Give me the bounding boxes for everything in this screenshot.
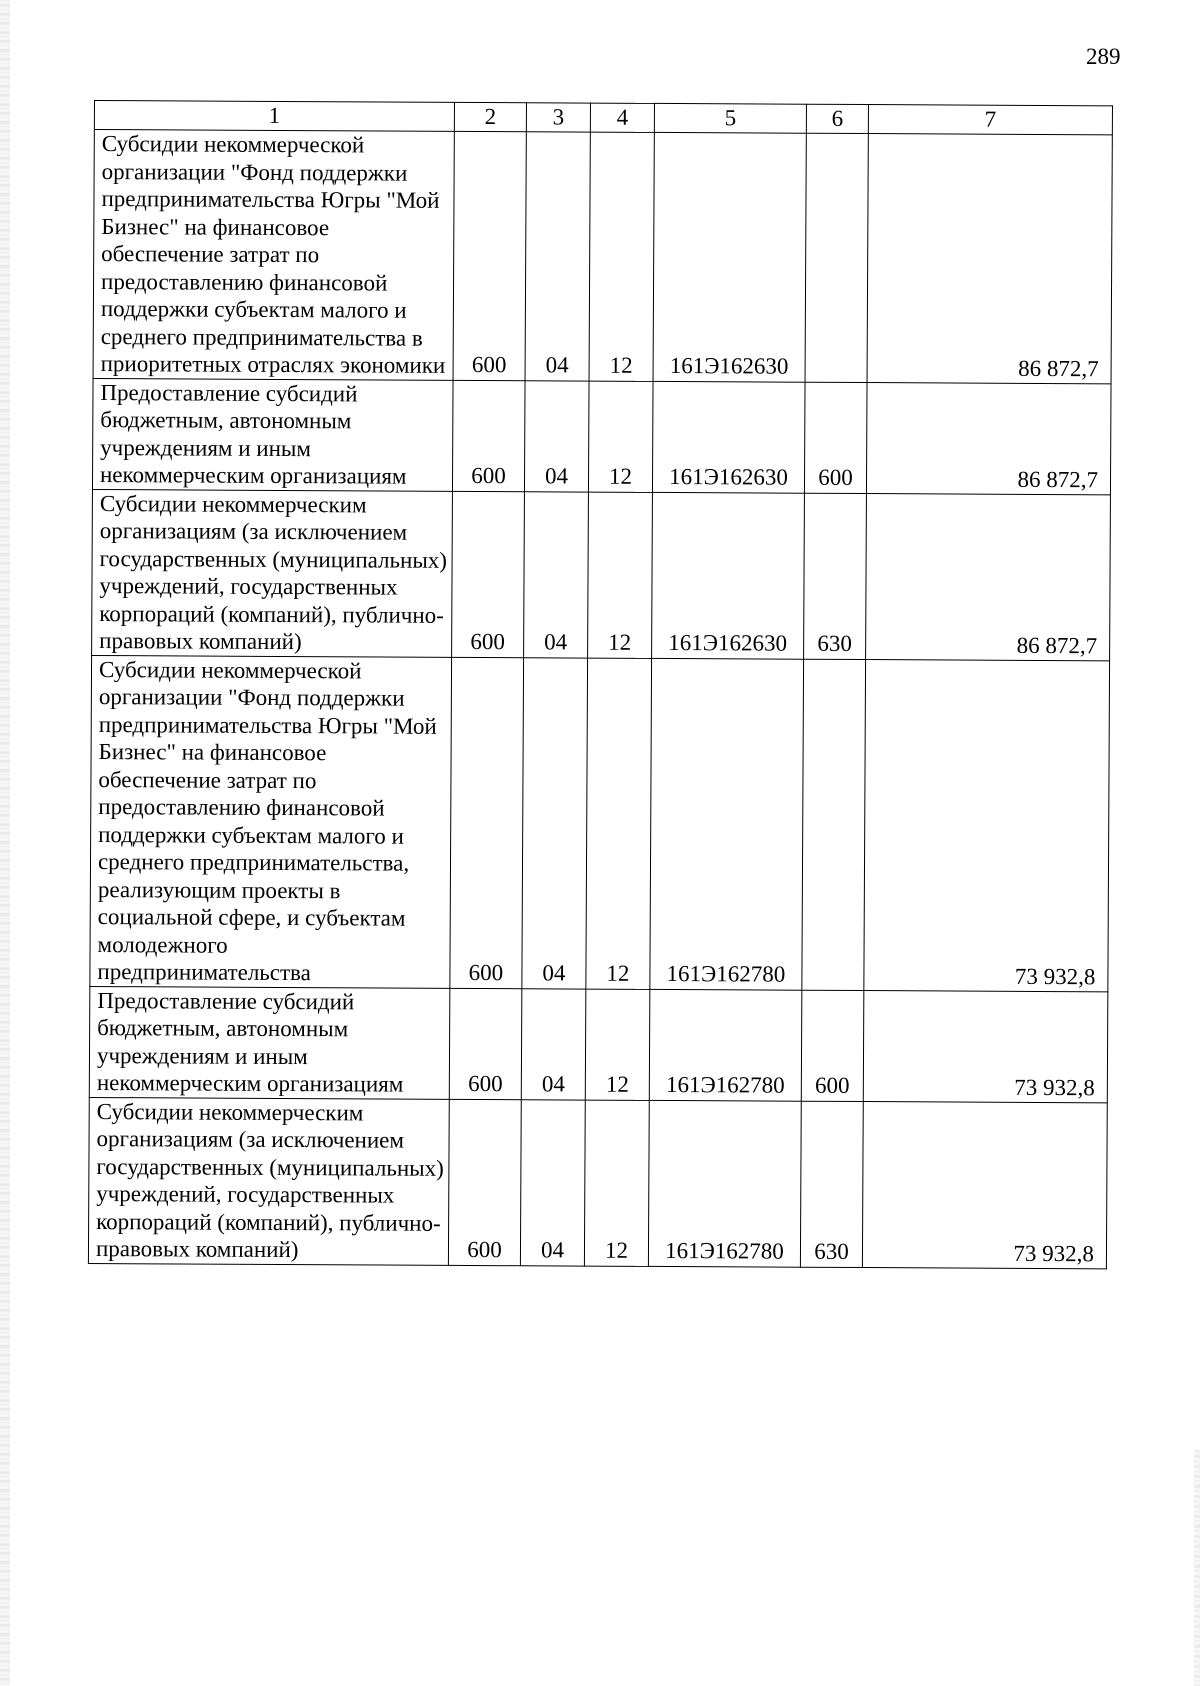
row-col-6: 630 <box>804 493 867 659</box>
row-col-5: 161Э162780 <box>649 989 802 1101</box>
row-col-3: 04 <box>524 491 589 657</box>
row-col-2: 600 <box>450 657 524 988</box>
row-col-5: 161Э162780 <box>650 658 804 990</box>
row-name: Субсидии некоммерческим организациям (за исключением государственных (муниципальных) учреждений, государственных корпораций (компаний), публично-правовых компаний) <box>92 489 453 657</box>
row-col-2: 600 <box>452 491 525 657</box>
row-col-4: 12 <box>589 132 654 381</box>
row-col-7: 73 932,8 <box>864 659 1110 991</box>
row-col-5: 161Э162630 <box>652 381 805 493</box>
row-name: Предоставление субсидий бюджетным, автономным учреждениям и иным некоммерческим организациям <box>92 378 453 491</box>
row-name: Субсидии некоммерческой организации "Фонд поддержки предпринимательства Югры "Мой Бизнес" на финансовое обеспечение затрат по предоставлению финансовой поддержки субъектам малого и среднего предпринимательства в приоритетных отраслях экономики <box>93 130 454 380</box>
row-col-3: 04 <box>522 657 588 988</box>
page-number: 289 <box>1086 44 1121 69</box>
row-name: Субсидии некоммерческим организациям (за исключением государственных (муниципальных) учреждений, государственных корпораций (компаний), публично-правовых компаний) <box>88 1097 449 1265</box>
budget-table <box>88 100 1113 1269</box>
row-col-2: 600 <box>448 1099 521 1265</box>
row-col-5: 161Э162630 <box>652 492 805 659</box>
row-col-2: 600 <box>452 380 525 491</box>
row-col-2: 600 <box>453 131 526 380</box>
row-col-4: 12 <box>588 381 653 492</box>
row-col-6: 600 <box>801 990 864 1101</box>
header-cell: 2 <box>454 102 526 131</box>
budget-table-container <box>88 100 1112 1269</box>
row-col-7: 73 932,8 <box>862 1101 1107 1268</box>
row-col-3: 04 <box>521 988 586 1099</box>
row-name: Предоставление субсидий бюджетным, автономным учреждениям и иным некоммерческим организациям <box>89 986 450 1099</box>
row-col-3: 04 <box>520 1099 585 1265</box>
row-col-6 <box>802 659 866 990</box>
row-col-6 <box>805 133 868 382</box>
row-col-2: 600 <box>449 988 522 1099</box>
scan-edge-right <box>1194 1450 1200 1686</box>
row-col-5: 161Э162780 <box>648 1100 801 1267</box>
header-cell: 7 <box>868 105 1112 135</box>
row-col-7: 86 872,7 <box>866 382 1111 494</box>
table-row <box>89 986 1108 1102</box>
header-cell: 3 <box>526 103 590 132</box>
scan-edge-left <box>0 0 10 1686</box>
header-cell: 4 <box>590 103 654 132</box>
row-col-3: 04 <box>524 380 589 491</box>
row-col-4: 12 <box>586 658 652 989</box>
table-row <box>90 655 1110 991</box>
table-row <box>92 378 1111 494</box>
table-row <box>88 1097 1107 1268</box>
row-col-6: 600 <box>804 382 867 493</box>
row-col-4: 12 <box>588 492 653 658</box>
row-col-3: 04 <box>525 132 590 381</box>
row-col-7: 86 872,7 <box>866 493 1111 660</box>
header-cell: 1 <box>94 101 454 132</box>
row-col-7: 86 872,7 <box>867 134 1112 384</box>
row-col-5: 161Э162630 <box>653 132 806 381</box>
row-col-7: 73 932,8 <box>863 990 1108 1102</box>
table-row <box>93 130 1112 384</box>
row-col-4: 12 <box>584 1100 649 1266</box>
header-cell: 5 <box>654 103 806 133</box>
header-cell: 6 <box>806 104 868 133</box>
row-col-6: 630 <box>800 1101 863 1267</box>
table-row <box>92 489 1111 660</box>
row-name: Субсидии некоммерческой организации "Фонд поддержки предпринимательства Югры "Мой Бизнес" на финансовое обеспечение затрат по предоставлению финансовой поддержки субъектам малого и среднего предпринимательства, реализующим проекты в социальной сфере, и субъектам молодежного предпринимательства <box>90 655 452 988</box>
row-col-4: 12 <box>585 989 650 1100</box>
